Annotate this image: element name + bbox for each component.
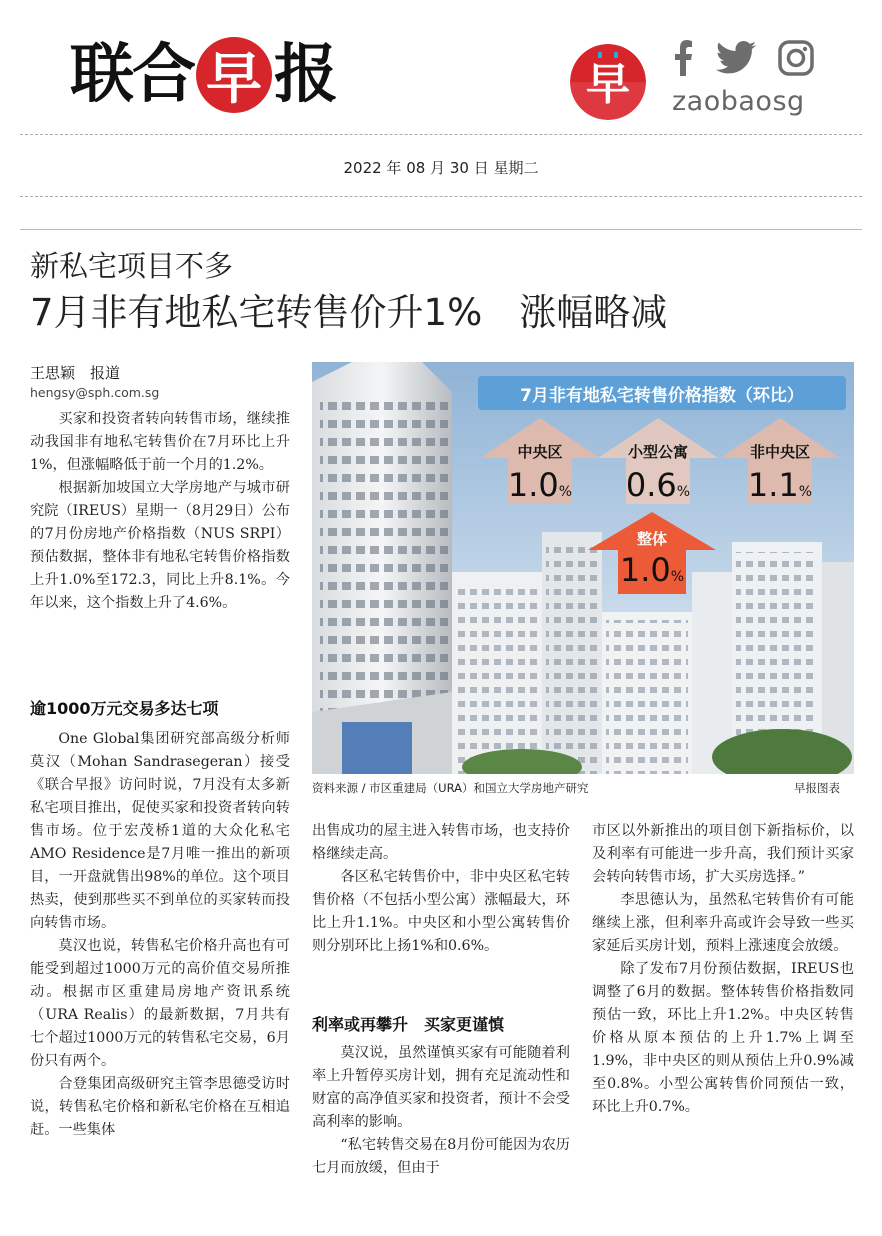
logo-char: 早 [586,59,630,110]
divider [20,196,862,197]
paragraph: 莫汉说，虽然谨慎买家有可能随着利率上升暂停买房计划，拥有充足流动性和财富的高净值买家和投资者，预计不会受高利率的影响。 [312,1045,570,1130]
paragraph: 根据新加坡国立大学房地产与城市研究院（IREUS）星期一（8月29日）公布的7月份房地产价格指数（NUS SRPI）预估数据，整体非有地私宅转售价格指数上升1.0%至172.3，同比上升8.1%。今年以来，这个指数上升了4.6%。 [30,480,290,611]
stat-value: 0.6% [625,466,691,504]
facebook-icon[interactable] [672,40,694,80]
social-handle: zaobaosg [672,86,805,117]
divider [20,134,862,135]
headline: 7月非有地私宅转售价升1% 涨幅略减 [30,291,668,334]
paragraph: 除了发布7月份预估数据，IREUS也调整了6月的数据。整体转售价格指数同预估一致，环比上升1.2%。中央区转售价格从原本预估的上升1.7%上调至1.9%，非中央区的则从预估上升0.9%减至0.8%。小型公寓转售价同预估一致，环比上升0.7%。 [592,961,854,1115]
graphic-credit: 早报图表 [794,781,840,795]
stat-label: 非中央区 [749,443,810,461]
paragraph: 市区以外新推出的项目创下新指标价，以及利率有可能进一步升高，我们预计买家会转向转售市场，扩大买房选择。” [592,823,854,885]
paragraph: 合登集团高级研究主管李思德受访时说，转售私宅价格和新私宅价格在互相追赶。一些集体 [30,1076,290,1138]
article-column-3 [592,820,854,1119]
masthead-char: 报 [274,37,336,112]
instagram-icon[interactable] [778,40,814,80]
divider [20,229,862,230]
stat-value: 1.0% [507,466,573,504]
stat-label: 中央区 [517,443,563,461]
issue-date: 2022 年 08 月 30 日 星期二 [343,159,539,177]
paragraph: 李思德认为，虽然私宅转售价有可能继续上涨，但利率升高或许会导致一些买家延后买房计划，预料上涨速度会放缓。 [592,892,854,954]
byline: 王思颖 报道 [30,364,121,382]
masthead-char-circle: 早 [196,37,272,113]
author-email[interactable]: hengsy@sph.com.sg [30,385,160,400]
subheading: 利率或再攀升 买家更谨慎 [312,1015,505,1034]
stat-label: 整体 [636,530,667,548]
zaobao-logo-icon [570,44,646,120]
article-column-2 [312,820,570,958]
paragraph: “私宅转售交易在8月份可能因为农历七月而放缓，但由于 [312,1137,570,1176]
paragraph: 各区私宅转售价中，非中央区私宅转售价格（不包括小型公寓）涨幅最大，环比上升1.1%。中央区和小型公寓转售价则分别环比上扬1%和0.6%。 [312,869,570,954]
paragraph: One Global集团研究部高级分析师莫汉（Mohan Sandrasegeran）接受《联合早报》访问时说，7月没有太多新私宅项目推出，促使买家和投资者转向转售市场。位于宏茂桥1道的大众化私宅AMO Residence是7月唯一推出的新项目，一开盘就售出98%的单位。这个项目热卖，使到那些买不到单位的买家转而投向转售市场。 [30,731,290,931]
stat-value: 1.0% [619,551,685,589]
article-column-1 [30,408,290,615]
graphic-source: 资料来源 / 市区重建局（URA）和国立大学房地产研究 [312,781,589,795]
paragraph: 买家和投资者转向转售市场，继续推动我国非有地私宅转售价在7月环比上升1%，但涨幅略低于前一个月的1.2%。 [30,411,290,473]
infographic-title: 7月非有地私宅转售价格指数（环比） [478,376,846,410]
masthead-char: 合 [132,37,194,112]
masthead-logo [70,30,400,120]
masthead-char: 联 [70,37,132,112]
stat-value: 1.1% [747,466,813,504]
kicker: 新私宅项目不多 [30,249,234,283]
social-links [672,40,817,80]
paragraph: 莫汉也说，转售私宅价格升高也有可能受到超过1000万元的高价值交易所推动。根据市区重建局房地产资讯系统（URA Realis）的最新数据，7月共有七个超过1000万元的转售私宅交易，6月份只有两个。 [30,938,290,1069]
stat-label: 小型公寓 [627,443,688,461]
paragraph: 出售成功的屋主进入转售市场，也支持价格继续走高。 [312,823,570,862]
subheading: 逾1000万元交易多达七项 [30,699,219,718]
article-column-1b [30,728,290,1142]
twitter-icon[interactable] [716,41,756,79]
article-column-2b [312,1042,570,1180]
